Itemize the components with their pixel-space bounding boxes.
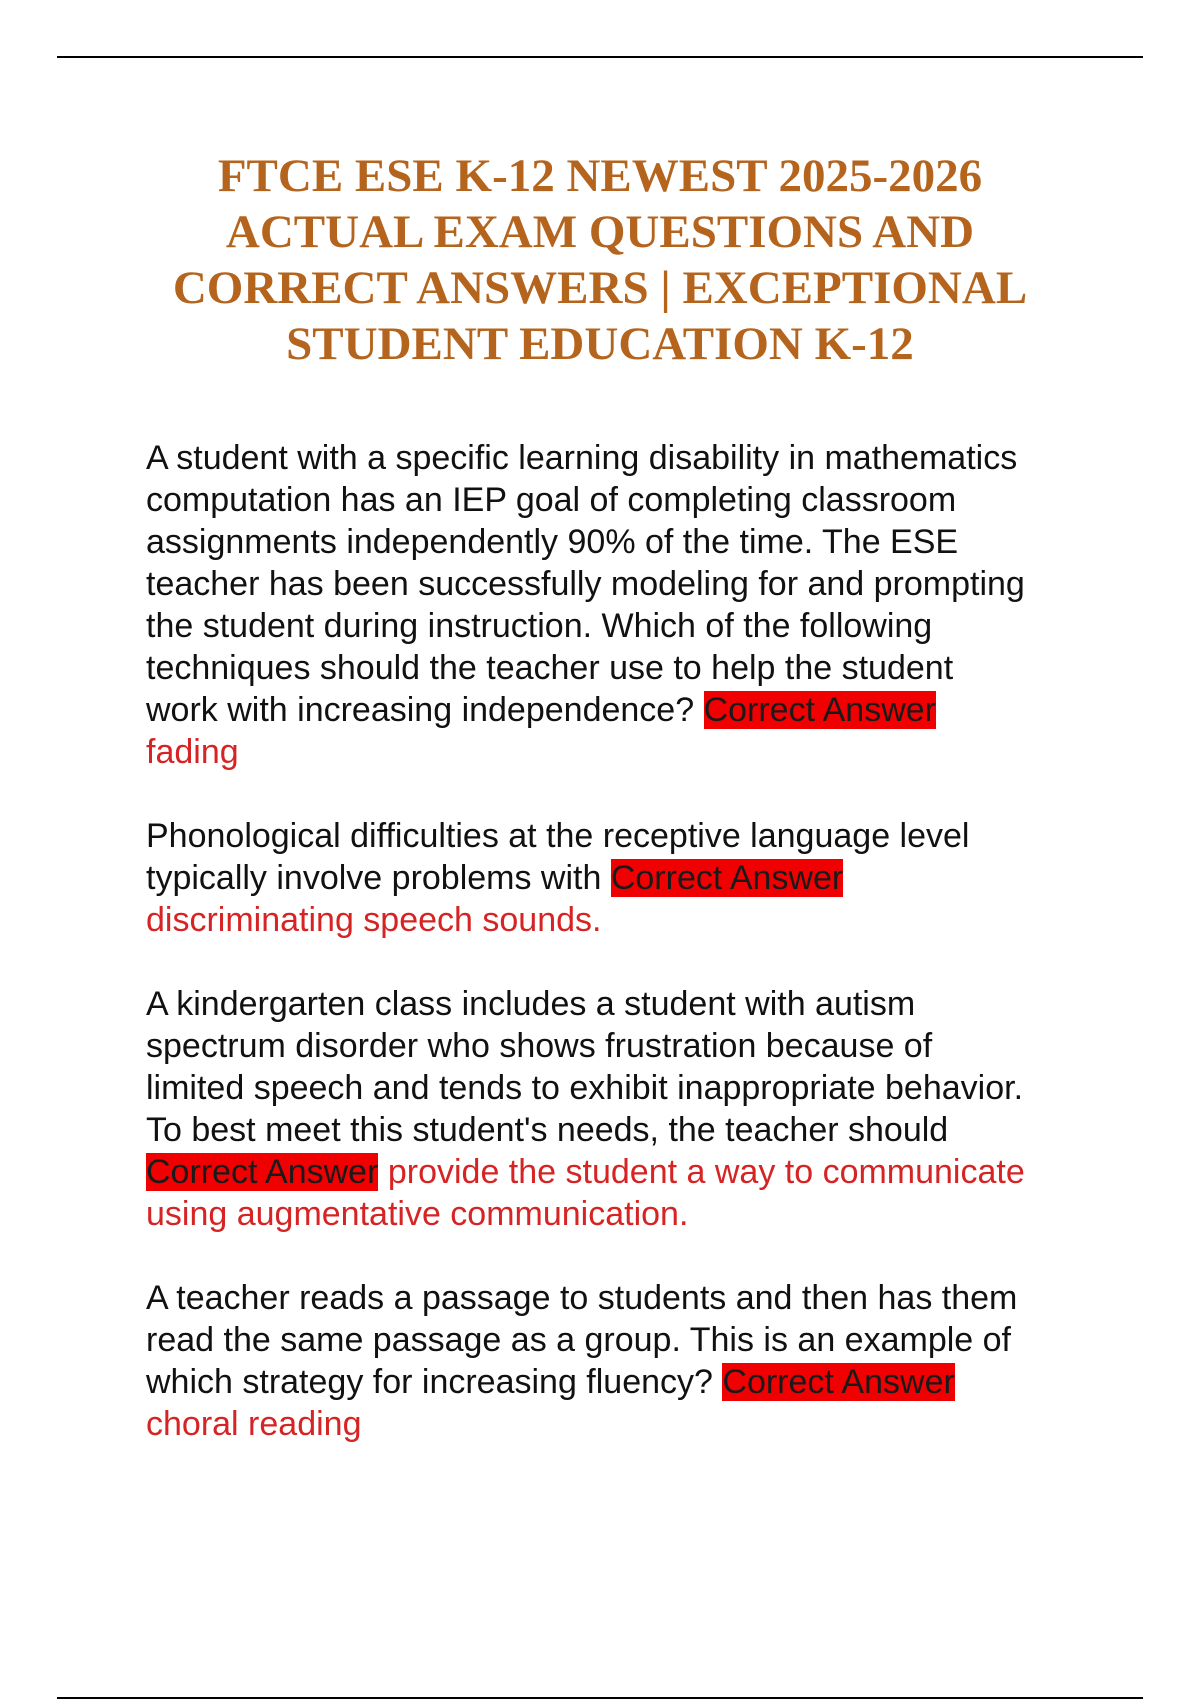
question-line: computation has an IEP goal of completing classroom (146, 481, 957, 519)
question-line: A kindergarten class includes a student with autism (146, 985, 916, 1023)
qa-item-fading (146, 437, 1146, 773)
correct-answer-label: Correct Answer (722, 1363, 955, 1401)
answer-text: provide the student a way to communicate (378, 1153, 1025, 1191)
question-line (146, 857, 1146, 899)
bottom-rule (57, 1697, 1143, 1699)
question-list (146, 437, 1146, 1487)
question-text: typically involve problems with (146, 859, 611, 897)
question-line: A teacher reads a passage to students and then has them (146, 1279, 1018, 1317)
question-line: To best meet this student's needs, the teacher should (146, 1111, 949, 1149)
correct-answer-label: Correct Answer (146, 1153, 379, 1191)
answer-text: fading (146, 733, 239, 771)
question-line: assignments independently 90% of the time. The ESE (146, 523, 959, 561)
question-text: which strategy for increasing fluency? (146, 1363, 723, 1401)
correct-answer-label: Correct Answer (703, 691, 936, 729)
qa-item-choral-reading (146, 1277, 1146, 1445)
title-line: CORRECT ANSWERS | EXCEPTIONAL (172, 262, 1028, 314)
question-line (146, 1151, 1146, 1193)
question-line (146, 1361, 1146, 1403)
question-line: limited speech and tends to exhibit inappropriate behavior. (146, 1069, 1024, 1107)
question-line: techniques should the teacher use to help the student (146, 649, 954, 687)
title-line: STUDENT EDUCATION K-12 (286, 318, 914, 370)
question-line: Phonological difficulties at the receptive language level (146, 817, 970, 855)
document-title (120, 148, 1080, 372)
qa-item-phonological (146, 815, 1146, 941)
question-line: teacher has been successfully modeling for and prompting (146, 565, 1025, 603)
answer-text: using augmentative communication. (146, 1195, 689, 1233)
question-line: spectrum disorder who shows frustration because of (146, 1027, 933, 1065)
question-line: A student with a specific learning disability in mathematics (146, 439, 1018, 477)
answer-text: choral reading (146, 1405, 362, 1443)
correct-answer-label: Correct Answer (610, 859, 844, 897)
qa-item-autism (146, 983, 1146, 1235)
question-line: the student during instruction. Which of the following (146, 607, 933, 645)
title-line: FTCE ESE K-12 NEWEST 2025-2026 (217, 150, 983, 202)
question-line: read the same passage as a group. This is an example of (146, 1321, 1011, 1359)
top-rule (57, 56, 1143, 58)
answer-text: discriminating speech sounds. (146, 901, 602, 939)
question-text: work with increasing independence? (146, 691, 704, 729)
title-line: ACTUAL EXAM QUESTIONS AND (225, 206, 975, 258)
question-line (146, 689, 1146, 731)
